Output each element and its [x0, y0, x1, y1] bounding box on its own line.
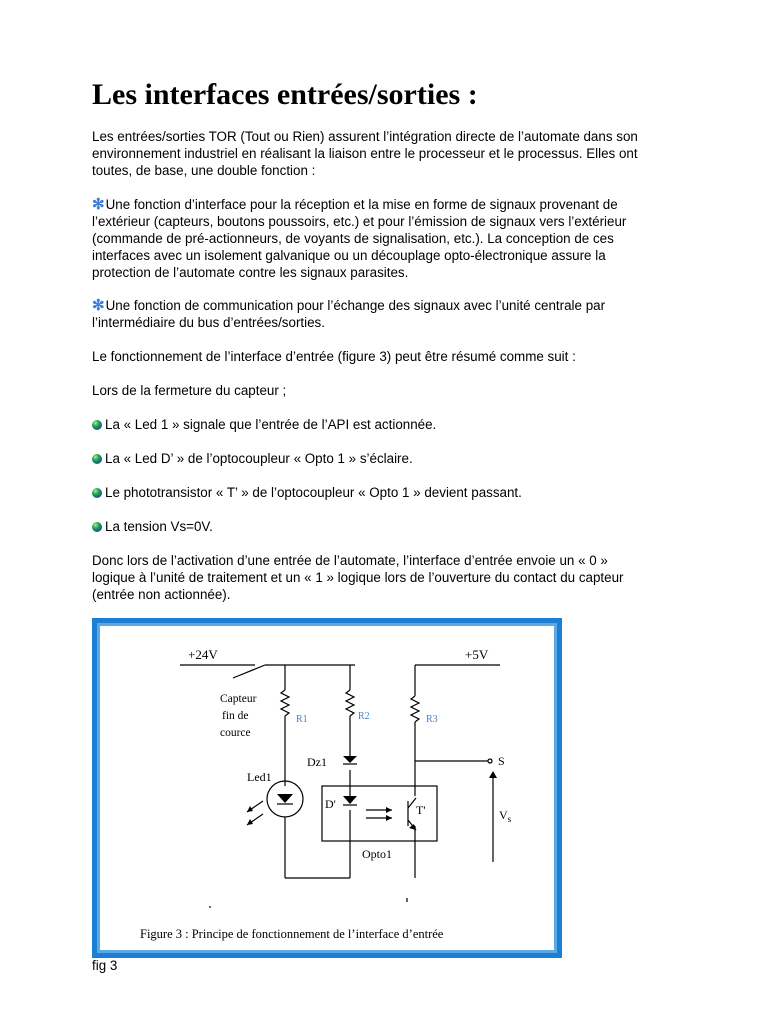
label-24v: +24V: [188, 647, 218, 662]
label-sensor-3: cource: [220, 727, 251, 739]
step-1: La « Led 1 » signale que l’entrée de l’API est actionnée.: [92, 416, 682, 433]
sensor-switch-blade: [233, 665, 265, 678]
bullet-icon: [92, 488, 102, 498]
label-s: S: [498, 754, 505, 768]
asterisk-icon: ✻: [92, 196, 105, 213]
label-r2: R2: [358, 711, 370, 722]
summary-intro: Le fonctionnement de l’interface d’entrée (figure 3) peut être résumé comme suit :: [92, 349, 576, 364]
step-3: Le phototransistor « T’ » de l’optocoupleur « Opto 1 » devient passant.: [92, 484, 682, 501]
label-led1: Led1: [247, 770, 272, 784]
vs-arrowhead: [489, 771, 497, 778]
figure-caption: Figure 3 : Principe de fonctionnement de l’interface d’entrée: [140, 927, 444, 941]
step-4: La tension Vs=0V.: [92, 518, 682, 535]
r3-resistor: [411, 696, 419, 722]
label-sensor-2: fin de: [222, 710, 249, 722]
intro-paragraph: Les entrées/sorties TOR (Tout ou Rien) assurent l’intégration directe de l’automate dans son environnement industriel en réalisant la liaison entre le processeur et le processus. Elles ont toutes, de base, une double fonction :: [92, 129, 638, 178]
bullet-icon: [92, 420, 102, 430]
closing-intro: Lors de la fermeture du capteur ;: [92, 383, 287, 398]
label-sensor-1: Capteur: [220, 693, 257, 705]
asterisk-icon: ✻: [92, 297, 105, 314]
circuit-diagram: [100, 626, 554, 950]
label-5v: +5V: [465, 647, 489, 662]
label-vs: $V_s$: [499, 808, 512, 824]
d-prime-diode: [343, 796, 357, 804]
label-t-prime: T': [416, 803, 426, 817]
r1-resistor: [281, 690, 289, 716]
label-opto1: Opto1: [362, 847, 392, 861]
r2-resistor: [346, 690, 354, 716]
bullet-icon: [92, 522, 102, 532]
conclusion-paragraph: Donc lors de l’activation d’une entrée de l’automate, l’interface d’entrée envoie un « 0 » logique à l’unité de traitement et un « 1 » logique lors de l’ouverture du contact du capteur (entrée non actionnée).: [92, 553, 624, 602]
label-dz1: Dz1: [307, 755, 327, 769]
figure-3-frame: [92, 618, 562, 958]
function-paragraph-1: ✻Une fonction d’interface pour la réception et la mise en forme de signaux provenant de l’extérieur (capteurs, boutons poussoirs, etc.) et pour l’émission de signaux vers l’extérieur (commande de pré-actionneurs, de voyants de signalisation, etc.). La conception de ces interfaces avec un isolement galvanique ou un découplage opto-électronique assure la protection de l’automate contre les signaux parasites.: [92, 196, 627, 280]
function-paragraph-2: ✻Une fonction de communication pour l’échange des signaux avec l’unité centrale par l’intermédiaire du bus d’entrées/sorties.: [92, 297, 606, 330]
led1-diode: [277, 794, 293, 803]
label-r3: R3: [426, 714, 438, 725]
fig-label: fig 3: [92, 958, 118, 973]
label-d-prime: D': [325, 797, 336, 811]
dz1-diode: [343, 756, 357, 763]
output-terminal: [488, 759, 492, 763]
figure-3-inner: [97, 623, 557, 953]
label-r1: R1: [296, 714, 308, 725]
page-title: Les interfaces entrées/sorties :: [92, 78, 478, 111]
bullet-icon: [92, 454, 102, 464]
step-2: La « Led D’ » de l’optocoupleur « Opto 1 » s’éclaire.: [92, 450, 682, 467]
